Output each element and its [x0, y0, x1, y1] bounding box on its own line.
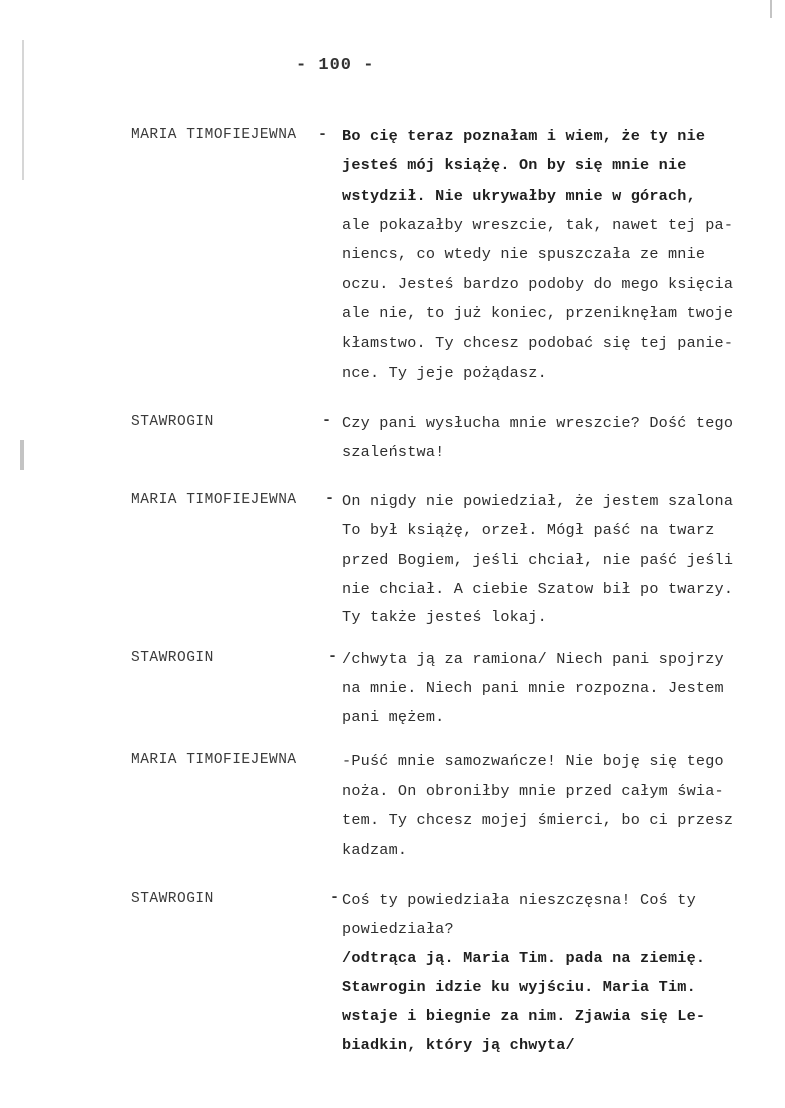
dialogue-dash: -	[325, 490, 335, 507]
scan-edge-mark	[770, 0, 772, 18]
dialogue-dash: -	[318, 126, 328, 143]
speaker-name: MARIA TIMOFIEJEWNA	[131, 492, 297, 508]
dialogue-line: powiedziała?	[342, 920, 454, 938]
dialogue-line: Czy pani wysłucha mnie wreszcie? Dość tego	[342, 414, 734, 432]
dialogue-line: nie chciał. A ciebie Szatow bił po twarzy.	[342, 580, 734, 598]
dialogue-line: On nigdy nie powiedział, że jestem szalona	[342, 492, 734, 510]
scan-edge-mark	[20, 440, 24, 470]
speaker-name: STAWROGIN	[131, 891, 214, 907]
dialogue-line: na mnie. Niech pani mnie rozpozna. Jestem	[342, 679, 724, 697]
dialogue-line: nce. Ty jeje pożądasz.	[342, 364, 547, 382]
dialogue-line: oczu. Jesteś bardzo podoby do mego księcia	[342, 275, 734, 293]
stage-direction-line: Stawrogin idzie ku wyjściu. Maria Tim.	[342, 978, 696, 996]
dialogue-line: przed Bogiem, jeśli chciał, nie paść jeśli	[342, 551, 734, 569]
dialogue-line: niencs, co wtedy nie spuszczała ze mnie	[342, 245, 706, 263]
speaker-name: MARIA TIMOFIEJEWNA	[131, 752, 297, 768]
dialogue-line: jesteś mój książę. On by się mnie nie	[342, 156, 687, 174]
dialogue-dash: -	[330, 889, 340, 906]
stage-direction-line: biadkin, który ją chwyta/	[342, 1036, 575, 1054]
dialogue-dash: -	[322, 412, 332, 429]
dialogue-line: Bo cię teraz poznałam i wiem, że ty nie	[342, 127, 706, 145]
dialogue-line: tem. Ty chcesz mojej śmierci, bo ci przesz	[342, 811, 734, 829]
dialogue-line: szaleństwa!	[342, 443, 445, 461]
dialogue-line: ale pokazałby wreszcie, tak, nawet tej pa-	[342, 216, 734, 234]
dialogue-line: Coś ty powiedziała nieszczęsna! Coś ty	[342, 891, 696, 909]
scan-edge-mark	[22, 40, 24, 180]
dialogue-line: wstydził. Nie ukrywałby mnie w górach,	[342, 187, 696, 205]
stage-direction-line: /odtrąca ją. Maria Tim. pada na ziemię.	[342, 949, 706, 967]
dialogue-dash: -	[328, 648, 338, 665]
dialogue-line: -Puść mnie samozwańcze! Nie boję się tego	[342, 752, 724, 770]
dialogue-line: To był książę, orzeł. Mógł paść na twarz	[342, 521, 715, 539]
dialogue-line: Ty także jesteś lokaj.	[342, 608, 547, 626]
stage-direction-line: wstaje i biegnie za nim. Zjawia się Le-	[342, 1007, 706, 1025]
page-number: - 100 -	[296, 56, 375, 75]
speaker-name: MARIA TIMOFIEJEWNA	[131, 127, 297, 143]
dialogue-line: pani mężem.	[342, 708, 445, 726]
dialogue-line: noża. On obroniłby mnie przed całym świa-	[342, 782, 724, 800]
dialogue-line: kłamstwo. Ty chcesz podobać się tej panie-	[342, 334, 734, 352]
speaker-name: STAWROGIN	[131, 414, 214, 430]
dialogue-line: ale nie, to już koniec, przeniknęłam twoje	[342, 304, 734, 322]
speaker-name: STAWROGIN	[131, 650, 214, 666]
dialogue-line: /chwyta ją za ramiona/ Niech pani spojrzy	[342, 650, 724, 668]
dialogue-line: kadzam.	[342, 841, 408, 859]
